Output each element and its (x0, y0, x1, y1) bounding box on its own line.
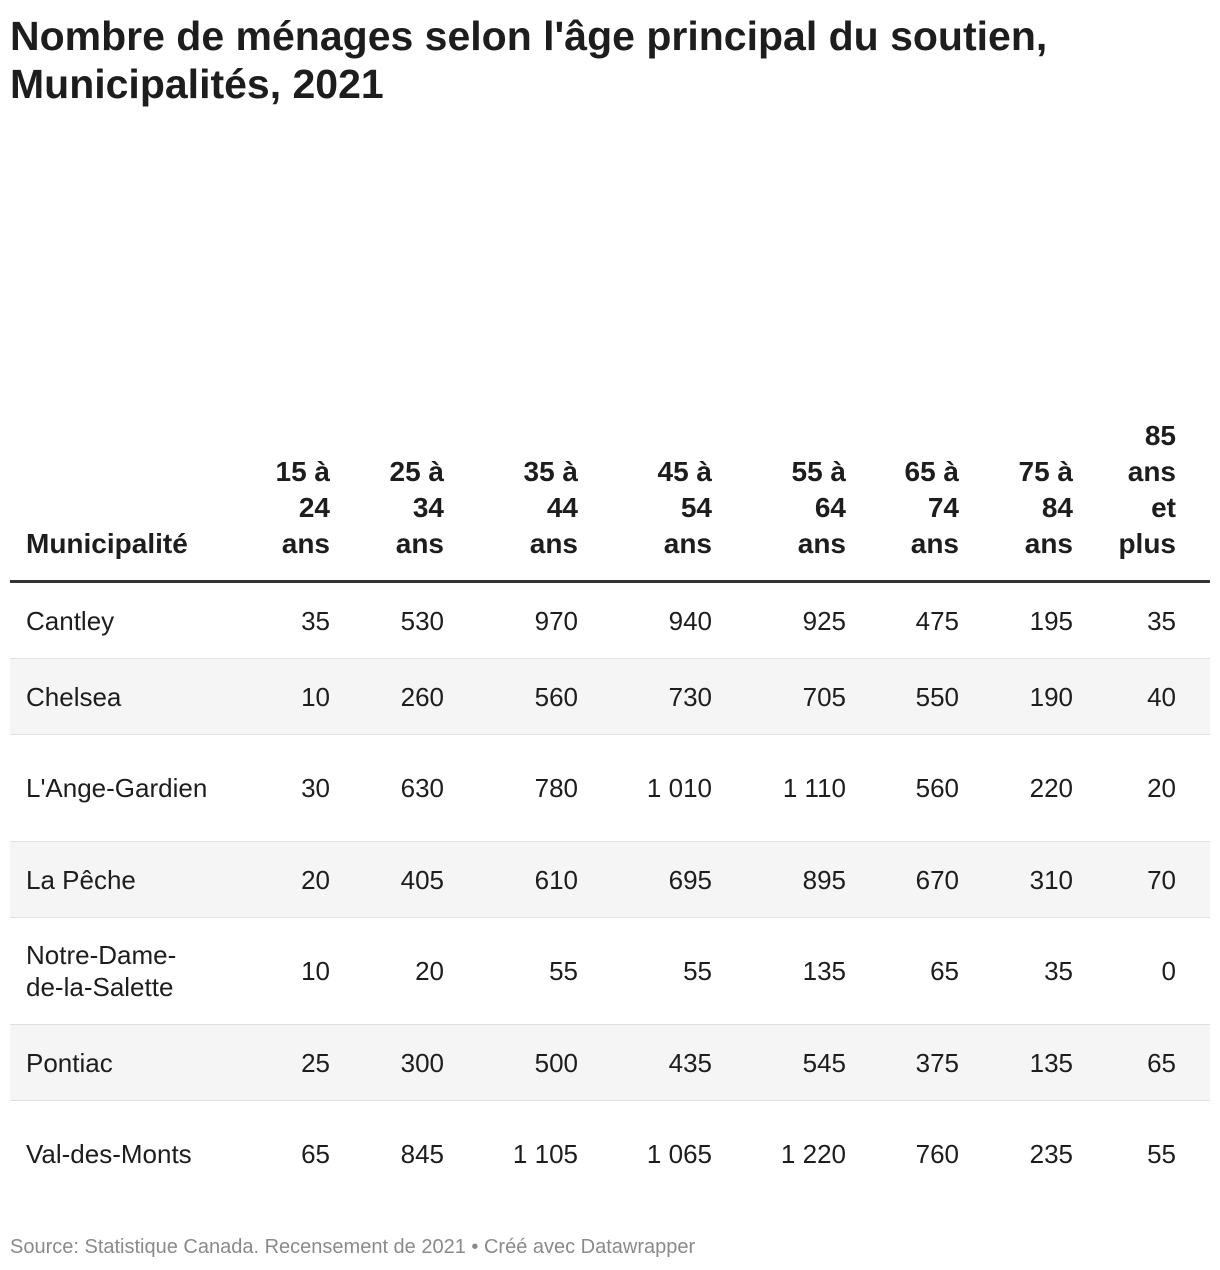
column-header-label: 45 à 54 ans (657, 456, 712, 559)
column-header[interactable] (1073, 418, 1210, 582)
column-header[interactable] (444, 418, 578, 582)
source-note: Source: Statistique Canada. Recensement de 2021 • Créé avec Datawrapper (10, 1236, 696, 1258)
table-cell: 475 (846, 582, 959, 659)
column-header-label: 85 ans et plus (1118, 420, 1176, 559)
chart-title: Nombre de ménages selon l'âge principal du soutien, Municipalités, 2021 (10, 13, 1048, 107)
table-cell: 35 (959, 918, 1073, 1025)
table-cell: 1 010 (578, 735, 712, 842)
table-cell: 730 (578, 659, 712, 735)
header-row (10, 418, 1210, 582)
table-cell: 845 (400, 1139, 444, 1169)
table-cell: 895 (712, 842, 846, 918)
table-cell: 925 (712, 582, 846, 659)
table-cell: 220 (959, 735, 1073, 842)
table-cell: 135 (959, 1025, 1073, 1101)
table-cell: 260 (330, 659, 444, 735)
table-row (10, 918, 1210, 1025)
column-header[interactable] (578, 418, 712, 582)
table-cell: 375 (846, 1025, 959, 1101)
column-header[interactable] (10, 418, 220, 582)
column-header-label: 55 à 64 ans (791, 456, 846, 559)
column-header-label: 35 à 44 ans (523, 456, 578, 559)
table-cell: 25 (220, 1025, 330, 1101)
data-table (10, 418, 1210, 1207)
column-header-label: Municipalité (26, 528, 188, 559)
table-cell: 55 (444, 918, 578, 1025)
column-header-label: 65 à 74 ans (904, 456, 959, 559)
table-cell: 20 (330, 918, 444, 1025)
municipality-name: Val-des-Monts (26, 1139, 192, 1169)
table-cell: 1 105 (512, 1139, 578, 1169)
municipality-name: Pontiac (10, 1025, 220, 1101)
column-header[interactable] (959, 418, 1073, 582)
table-cell: 760 (915, 1139, 959, 1169)
table-cell: 405 (330, 842, 444, 918)
table-cell: 550 (846, 659, 959, 735)
table-cell: 705 (712, 659, 846, 735)
table-cell: 695 (578, 842, 712, 918)
table-cell: 940 (578, 582, 712, 659)
municipality-name: L'Ange-Gardien (10, 735, 220, 842)
table-cell: 560 (444, 659, 578, 735)
table-row (10, 659, 1210, 735)
table-cell: 55 (578, 918, 712, 1025)
table-cell: 235 (1029, 1139, 1073, 1169)
table-row (10, 1101, 1210, 1208)
table-cell: 55 (1147, 1139, 1176, 1169)
municipality-name: Notre-Dame-de-la-Salette (10, 918, 220, 1025)
column-header-label: 75 à 84 ans (1018, 456, 1073, 559)
table-cell: 610 (444, 842, 578, 918)
table-cell: 500 (444, 1025, 578, 1101)
table-cell: 135 (712, 918, 846, 1025)
table-cell: 435 (578, 1025, 712, 1101)
table-cell: 30 (220, 735, 330, 842)
table-row (10, 1025, 1210, 1101)
table-cell: 65 (1073, 1025, 1210, 1101)
column-header[interactable] (330, 418, 444, 582)
table-row (10, 735, 1210, 842)
table-cell: 70 (1073, 842, 1210, 918)
table-cell: 20 (1073, 735, 1210, 842)
table-cell: 35 (1073, 582, 1210, 659)
table-cell: 310 (959, 842, 1073, 918)
table-cell: 10 (220, 659, 330, 735)
table-cell: 195 (959, 582, 1073, 659)
table-cell: 670 (846, 842, 959, 918)
table-cell: 65 (301, 1139, 330, 1169)
table-cell: 970 (444, 582, 578, 659)
table-cell: 630 (330, 735, 444, 842)
municipality-name: La Pêche (10, 842, 220, 918)
table-cell: 0 (1073, 918, 1210, 1025)
table-row (10, 582, 1210, 659)
table-cell: 780 (444, 735, 578, 842)
table-cell: 20 (220, 842, 330, 918)
column-header[interactable] (846, 418, 959, 582)
table-cell: 1 065 (646, 1139, 712, 1169)
table-cell: 1 110 (712, 735, 846, 842)
column-header-label: 15 à 24 ans (275, 456, 330, 559)
table-row (10, 842, 1210, 918)
column-header-label: 25 à 34 ans (389, 456, 444, 559)
table-cell: 530 (330, 582, 444, 659)
table-cell: 10 (220, 918, 330, 1025)
table-cell: 35 (220, 582, 330, 659)
table-cell: 190 (959, 659, 1073, 735)
municipality-name: Chelsea (10, 659, 220, 735)
column-header[interactable] (712, 418, 846, 582)
table-cell: 300 (330, 1025, 444, 1101)
table-cell: 560 (846, 735, 959, 842)
municipality-name: Cantley (10, 582, 220, 659)
column-header[interactable] (220, 418, 330, 582)
table-cell: 545 (712, 1025, 846, 1101)
table-cell: 40 (1073, 659, 1210, 735)
table-cell: 65 (846, 918, 959, 1025)
table-cell: 1 220 (780, 1139, 846, 1169)
